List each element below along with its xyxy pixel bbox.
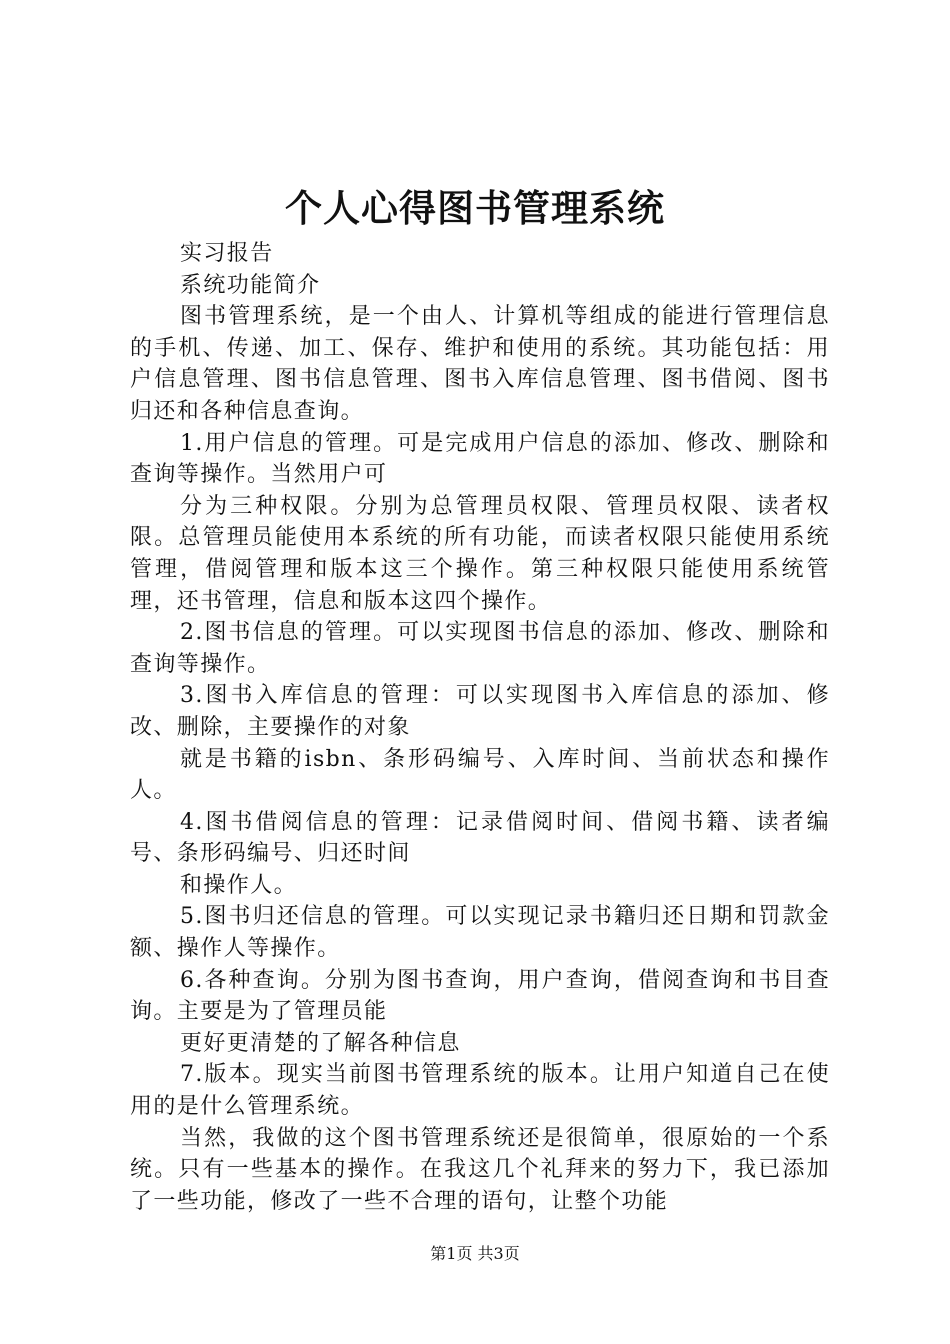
paragraph: 2.图书信息的管理。可以实现图书信息的添加、修改、删除和查询等操作。 [130,620,830,677]
paragraph: 4.图书借阅信息的管理：记录借阅时间、借阅书籍、读者编号、条形码编号、归还时间 [130,809,830,867]
paragraph: 3.图书入库信息的管理：可以实现图书入库信息的添加、修改、删除，主要操作的对象 [130,683,830,740]
paragraph: 分为三种权限。分别为总管理员权限、管理员权限、读者权限。总管理员能使用本系统的所有功能，而读者权限只能使用系统管理，借阅管理和版本这三个操作。第三种权限只能使用系统管理，还书管理，信息和版本这四个操作。 [130,493,830,614]
paragraph: 和操作人。 [180,872,298,898]
paragraph: 5.图书归还信息的管理。可以实现记录书籍归还日期和罚款金额、操作人等操作。 [130,904,830,962]
paragraph: 实习报告 [180,241,274,266]
paragraph: 图书管理系统，是一个由人、计算机等组成的能进行管理信息的手机、传递、加工、保存、维护和使用的系统。其功能包括：用户信息管理、图书信息管理、图书入库信息管理、图书借阅、图书归还和各种信息查询。 [130,304,830,424]
document-body [130,238,830,1217]
paragraph: 就是书籍的isbn、条形码编号、入库时间、当前状态和操作人。 [130,746,830,804]
paragraph: 7.版本。现实当前图书管理系统的版本。让用户知道自己在使用的是什么管理系统。 [130,1062,830,1120]
document-title: 个人心得图书管理系统 [285,186,665,230]
paragraph: 更好更清楚的了解各种信息 [180,1030,461,1056]
paragraph: 系统功能简介 [180,272,321,298]
paragraph: 1.用户信息的管理。可是完成用户信息的添加、修改、删除和查询等操作。当然用户可 [130,430,830,488]
paragraph: 当然，我做的这个图书管理系统还是很简单，很原始的一个系统。只有一些基本的操作。在我这几个礼拜来的努力下，我已添加了一些功能，修改了一些不合理的语句，让整个功能 [130,1125,830,1214]
page-footer: 第1页 共3页 [430,1244,520,1263]
paragraph: 6.各种查询。分别为图书查询，用户查询，借阅查询和书目查询。主要是为了管理员能 [130,967,830,1025]
